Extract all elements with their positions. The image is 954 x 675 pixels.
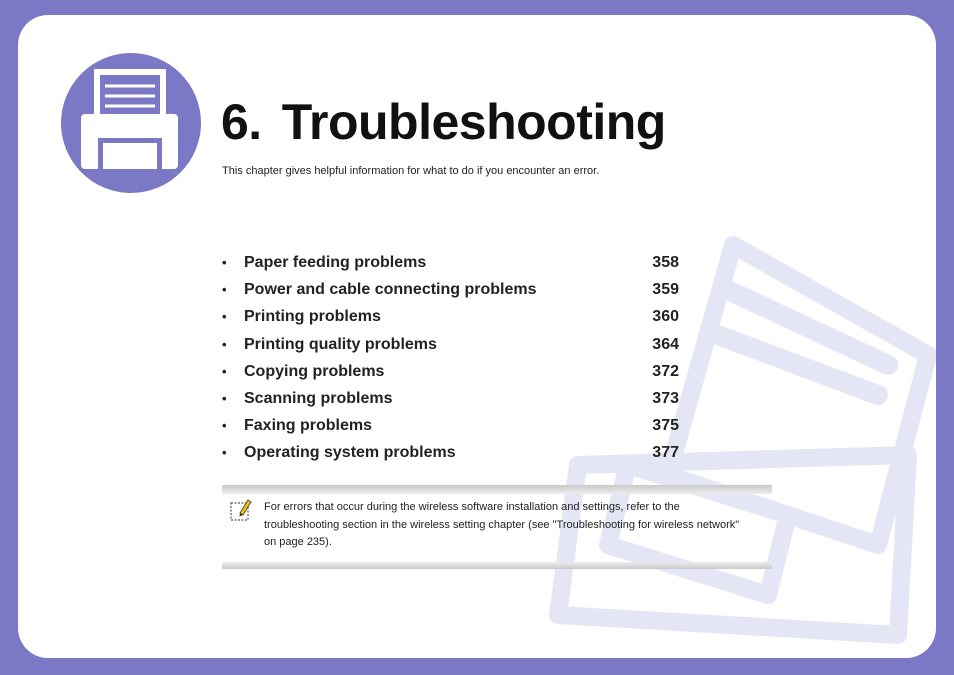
toc-item-label: Printing problems (244, 308, 381, 326)
toc-item-page: 377 (652, 444, 679, 462)
bullet: • (222, 309, 227, 325)
note-box (222, 485, 772, 569)
toc-item[interactable] (222, 387, 684, 414)
toc-item-label: Scanning problems (244, 389, 393, 407)
toc-item[interactable] (222, 333, 684, 360)
toc-item-label: Operating system problems (244, 444, 456, 462)
bullet: • (222, 445, 227, 461)
printer-icon (61, 53, 201, 193)
note-top-bar (222, 485, 772, 494)
document-page (18, 15, 936, 658)
bullet: • (222, 363, 227, 379)
toc-item-label: Faxing problems (244, 417, 373, 435)
toc-item[interactable] (222, 441, 684, 468)
note-bottom-bar (222, 562, 772, 569)
toc-item-page: 358 (652, 254, 679, 271)
bullet: • (222, 282, 227, 298)
toc-item-label: Printing quality problems (244, 335, 437, 353)
toc-item[interactable] (222, 414, 684, 441)
toc-item[interactable] (222, 360, 684, 387)
toc-item-page: 364 (652, 335, 679, 353)
toc-item-page: 373 (652, 389, 679, 407)
note-pencil-icon (228, 497, 254, 523)
bullet: • (222, 336, 227, 352)
toc-item-page: 360 (652, 308, 679, 326)
toc-item-label: Power and cable connecting problems (244, 281, 537, 299)
bullet: • (222, 255, 227, 270)
note-text: For errors that occur during the wireless software installation and settings, refer to the troubleshooting section in the wireless setting chapter (see "Troubleshooting for wireless network" on page 235). (264, 501, 740, 548)
bullet: • (222, 390, 227, 406)
toc-item-label: Copying problems (244, 362, 385, 380)
chapter-title-text: Troubleshooting (281, 94, 666, 150)
toc-item-label: Paper feeding problems (244, 254, 427, 271)
toc-item[interactable] (222, 278, 684, 305)
toc-item-page: 359 (652, 281, 679, 299)
toc-item-page: 375 (652, 417, 679, 435)
toc-item[interactable] (222, 251, 684, 278)
chapter-number: 6. (221, 94, 262, 150)
toc-item-page: 372 (652, 362, 679, 380)
toc-item[interactable] (222, 305, 684, 332)
table-of-contents (222, 251, 684, 469)
bullet: • (222, 418, 227, 434)
chapter-intro: This chapter gives helpful information for what to do if you encounter an error. (222, 165, 600, 177)
chapter-title (221, 94, 666, 150)
